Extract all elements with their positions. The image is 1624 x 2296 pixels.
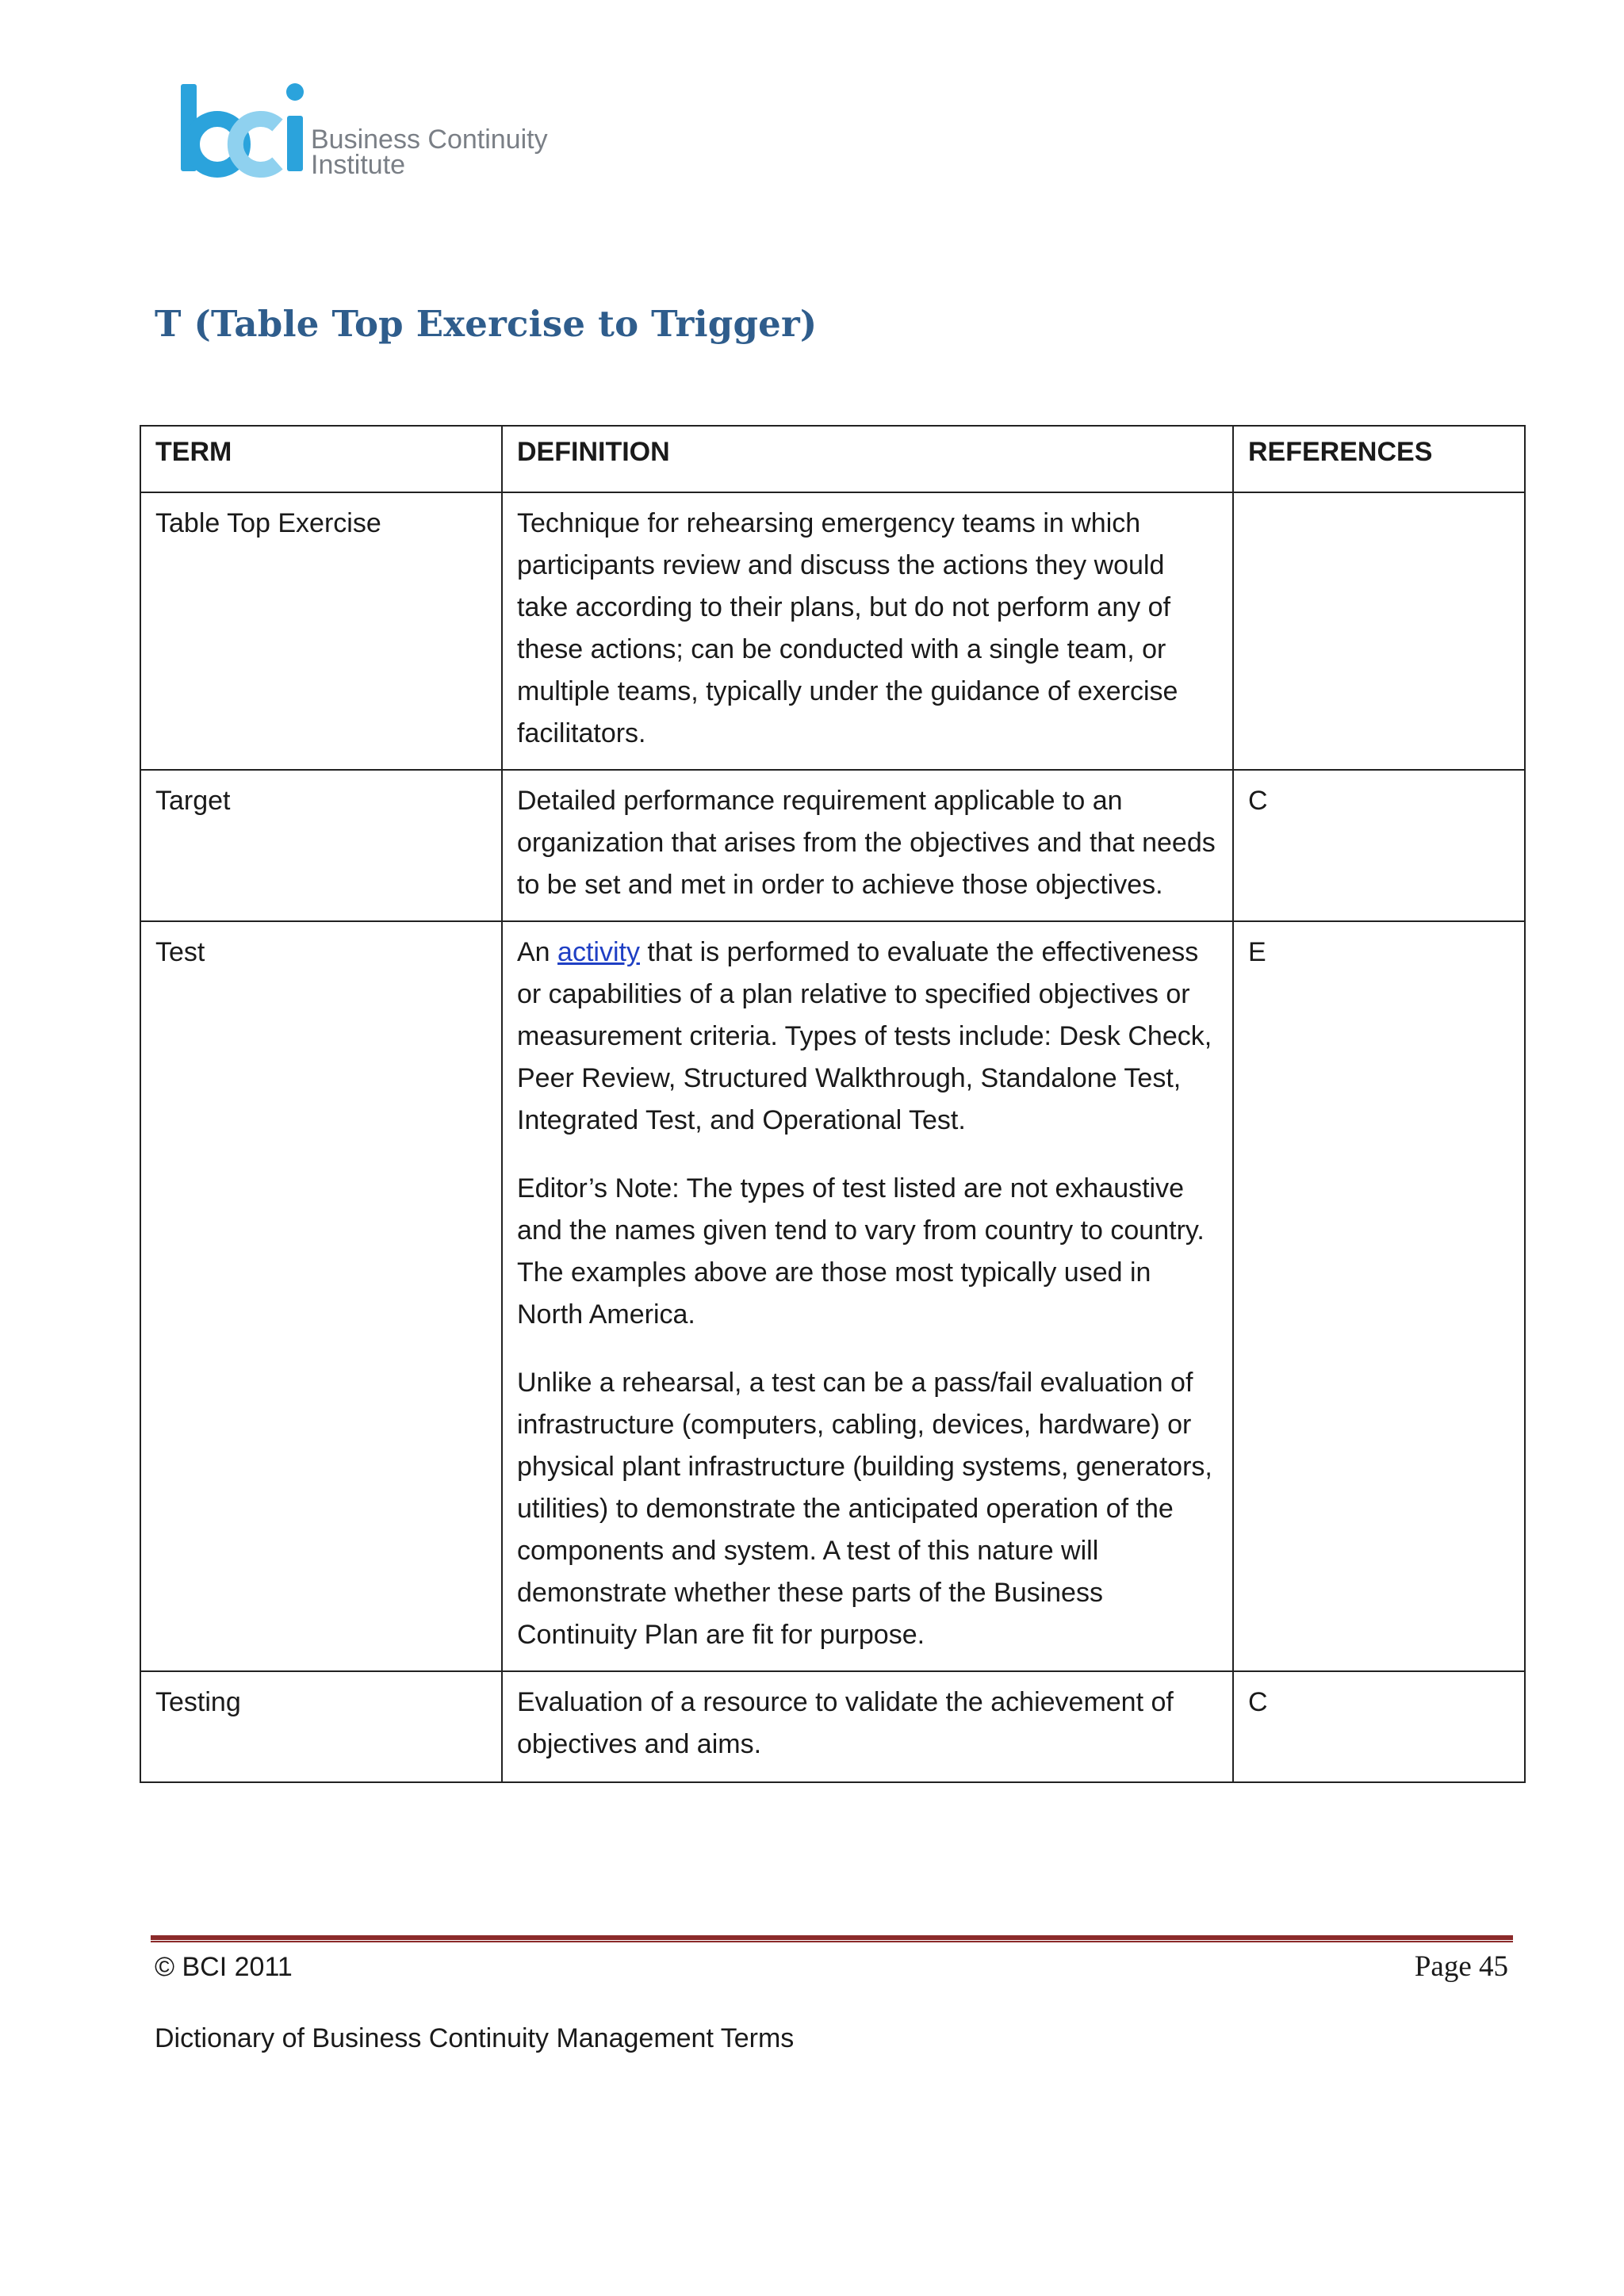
definition-cell: [502, 770, 1233, 921]
header-references: REFERENCES: [1233, 426, 1525, 492]
footer-copyright: © BCI 2011: [155, 1952, 293, 1982]
definition-text: Technique for rehearsing emergency teams in which participants review and discuss the actions they would take according to their plans, but do not perform any of these actions; can be conducted with a single team, or multiple teams, typically under the guidance of exercise facilitators.: [517, 508, 1178, 748]
definition-rest: that is performed to evaluate the effectiveness or capabilities of a plan relative to specified objectives or measurement criteria. Types of tests include: Desk Check, Peer Review, Structured Walkthrough, Standalone Test, Integrated Test, and Operational Test.: [517, 937, 1212, 1135]
definition-text: [517, 932, 1218, 1142]
definition-cell: [502, 1671, 1233, 1782]
definition-intro: An: [517, 937, 550, 967]
reference-cell: E: [1233, 921, 1525, 1671]
reference-cell: C: [1233, 1671, 1525, 1782]
table-row: [140, 770, 1525, 921]
definition-cell: [502, 921, 1233, 1671]
logo-line-1: Business Continuity: [311, 124, 548, 155]
bci-logo: [176, 81, 573, 192]
term-cell: Target: [140, 770, 502, 921]
header-term: TERM: [140, 426, 502, 492]
logo-line-2: Institute: [311, 150, 406, 180]
term-cell: Testing: [140, 1671, 502, 1782]
footer-document-title: Dictionary of Business Continuity Management Terms: [155, 2023, 795, 2053]
logo-text: [311, 124, 548, 180]
term-cell: Test: [140, 921, 502, 1671]
header-definition: DEFINITION: [502, 426, 1233, 492]
reference-cell: [1233, 492, 1525, 770]
definition-cell: [502, 492, 1233, 770]
definition-text: Detailed performance requirement applicable to an organization that arises from the objectives and that needs to be set and met in order to achieve those objectives.: [517, 786, 1216, 900]
editors-note: Editor’s Note: The types of test listed are not exhaustive and the names given tend to vary from country to country. The examples above are those most typically used in North America.: [517, 1173, 1205, 1330]
footer-page-number: Page 45: [1414, 1950, 1508, 1983]
bci-logo-mark: [176, 81, 311, 184]
term-cell: Table Top Exercise: [140, 492, 502, 770]
glossary-table: [140, 425, 1526, 1783]
reference-cell: C: [1233, 770, 1525, 921]
activity-link[interactable]: activity: [557, 937, 640, 967]
section-heading: T (Table Top Exercise to Trigger): [155, 303, 818, 345]
table-row: [140, 492, 1525, 770]
table-row: [140, 921, 1525, 1671]
table-header-row: [140, 426, 1525, 492]
footer-divider: [151, 1935, 1513, 1942]
definition-text: Evaluation of a resource to validate the achievement of objectives and aims.: [517, 1687, 1174, 1759]
table-row: [140, 1671, 1525, 1782]
definition-extra: Unlike a rehearsal, a test can be a pass/fail evaluation of infrastructure (computers, cabling, devices, hardware) or physical plant infrastructure (building systems, generators, utilities) to demonstrate the anticipated operation of the components and system. A test of this nature will demonstrate whether these parts of the Business Continuity Plan are fit for purpose.: [517, 1368, 1212, 1650]
